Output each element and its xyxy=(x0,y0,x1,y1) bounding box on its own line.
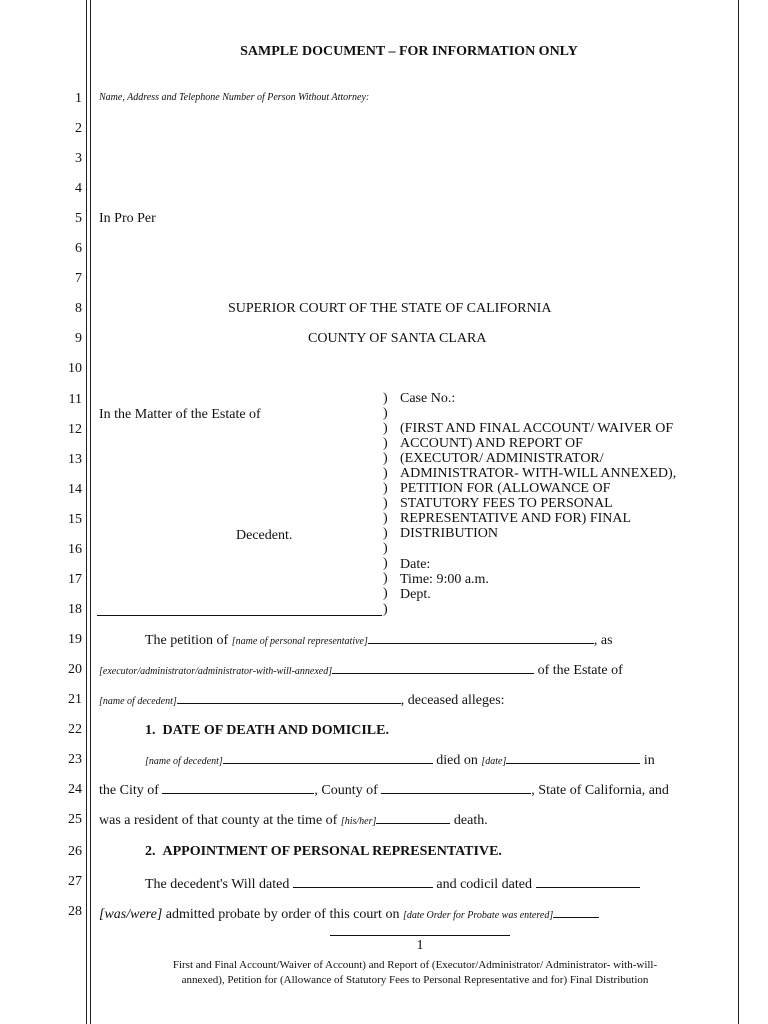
placeholder: [name of decedent] xyxy=(99,696,177,707)
line-number: 15 xyxy=(68,512,82,527)
fill-in-blank xyxy=(536,875,640,888)
body-line-20 xyxy=(99,661,623,679)
body-line-25 xyxy=(99,811,488,829)
hearing-dept-label: Dept. xyxy=(400,587,431,602)
case-title-line: ADMINISTRATOR- WITH-WILL ANNEXED), xyxy=(400,466,677,481)
line-number: 12 xyxy=(68,422,82,437)
fill-in-blank xyxy=(376,811,450,824)
body-text: , County of xyxy=(314,783,382,798)
line-number: 8 xyxy=(75,301,82,316)
placeholder: [date] xyxy=(481,756,507,767)
footer-caption xyxy=(92,958,738,988)
caption-paren: ) xyxy=(383,391,388,406)
line-number: 16 xyxy=(68,542,82,557)
caption-paren: ) xyxy=(383,511,388,526)
line-number: 22 xyxy=(68,722,82,737)
hearing-time-label: Time: 9:00 a.m. xyxy=(400,572,489,587)
case-title-line: STATUTORY FEES TO PERSONAL xyxy=(400,496,613,511)
case-title-line: DISTRIBUTION xyxy=(400,526,498,541)
placeholder: [name of decedent] xyxy=(145,756,223,767)
caption-paren: ) xyxy=(383,571,388,586)
footer-rule xyxy=(330,935,510,936)
fill-in-blank xyxy=(293,875,433,888)
body-line-28 xyxy=(99,905,599,923)
caption-paren: ) xyxy=(383,526,388,541)
case-title-line: (EXECUTOR/ ADMINISTRATOR/ xyxy=(400,451,604,466)
line-number: 18 xyxy=(68,602,82,617)
section-number: 1. xyxy=(145,723,156,738)
body-line-24 xyxy=(99,781,669,799)
line-number: 6 xyxy=(75,241,82,256)
line-number: 20 xyxy=(68,662,82,677)
body-text: , deceased alleges: xyxy=(400,693,505,708)
case-title-line: ACCOUNT) AND REPORT OF xyxy=(400,436,583,451)
line-number: 3 xyxy=(75,151,82,166)
court-name: SUPERIOR COURT OF THE STATE OF CALIFORNIA xyxy=(228,301,552,316)
county-name: COUNTY OF SANTA CLARA xyxy=(308,331,487,346)
document-header: SAMPLE DOCUMENT – FOR INFORMATION ONLY xyxy=(240,44,578,59)
body-text: was a resident of that county at the time of xyxy=(99,813,341,828)
body-text: and codicil dated xyxy=(432,877,536,892)
fill-in-blank xyxy=(368,631,594,644)
left-margin-rule-outer xyxy=(86,0,87,1024)
caption-paren: ) xyxy=(383,602,388,617)
line-number: 10 xyxy=(68,361,82,376)
hearing-date-label: Date: xyxy=(400,557,431,572)
line-number: 24 xyxy=(68,782,82,797)
body-text: of the Estate of xyxy=(534,663,623,678)
section-number: 2. xyxy=(145,844,156,859)
body-text: , State of California, and xyxy=(531,783,669,798)
line-number: 11 xyxy=(68,392,82,407)
caption-paren: ) xyxy=(383,481,388,496)
body-line-27 xyxy=(145,875,640,893)
body-line-21 xyxy=(99,691,505,709)
caption-paren: ) xyxy=(383,406,388,421)
line-number: 7 xyxy=(75,271,82,286)
section-title: DATE OF DEATH AND DOMICILE. xyxy=(162,723,389,738)
decedent-label: Decedent. xyxy=(236,528,293,543)
attorney-info-label: Name, Address and Telephone Number of Person Without Attorney: xyxy=(99,92,370,103)
footer-caption-line: annexed), Petition for (Allowance of Statutory Fees to Personal Representative and for) Final Distribution xyxy=(181,974,649,986)
case-title xyxy=(400,421,676,541)
placeholder: [was/were] xyxy=(99,907,163,922)
left-margin-rule-inner xyxy=(90,0,91,1024)
case-number-label: Case No.: xyxy=(400,391,456,406)
line-number: 26 xyxy=(68,844,82,859)
fill-in-blank xyxy=(381,781,531,794)
in-pro-per: In Pro Per xyxy=(99,211,156,226)
body-line-23 xyxy=(145,751,655,769)
body-text: The petition of xyxy=(145,633,232,648)
body-line-19 xyxy=(145,631,613,649)
line-number: 21 xyxy=(68,692,82,707)
body-text: in xyxy=(640,753,655,768)
caption-paren: ) xyxy=(383,421,388,436)
line-number: 19 xyxy=(68,632,82,647)
estate-matter-label: In the Matter of the Estate of xyxy=(99,407,261,422)
line-number: 9 xyxy=(75,331,82,346)
case-title-line: PETITION FOR (ALLOWANCE OF xyxy=(400,481,611,496)
line-number: 25 xyxy=(68,812,82,827)
line-number: 23 xyxy=(68,752,82,767)
line-number: 5 xyxy=(75,211,82,226)
placeholder: [date Order for Probate was entered] xyxy=(402,910,554,921)
line-number: 28 xyxy=(68,904,82,919)
case-title-line: (FIRST AND FINAL ACCOUNT/ WAIVER OF xyxy=(400,421,674,436)
line-number: 14 xyxy=(68,482,82,497)
placeholder: [his/her] xyxy=(340,816,377,827)
caption-paren: ) xyxy=(383,586,388,601)
line-number: 1 xyxy=(75,91,82,106)
body-text: the City of xyxy=(99,783,163,798)
line-number: 2 xyxy=(75,121,82,136)
page-number: 1 xyxy=(416,938,424,953)
caption-paren: ) xyxy=(383,451,388,466)
caption-paren: ) xyxy=(383,436,388,451)
section-1-heading xyxy=(145,723,389,739)
fill-in-blank xyxy=(506,751,640,764)
caption-paren: ) xyxy=(383,556,388,571)
line-number: 27 xyxy=(68,874,82,889)
section-title: APPOINTMENT OF PERSONAL REPRESENTATIVE. xyxy=(162,844,502,859)
caption-paren: ) xyxy=(383,466,388,481)
fill-in-blank xyxy=(223,751,433,764)
caption-bottom-line xyxy=(97,615,382,616)
placeholder: [executor/administrator/administrator-with-will-annexed] xyxy=(99,666,333,677)
placeholder: [name of personal representative] xyxy=(231,636,368,647)
line-number: 13 xyxy=(68,452,82,467)
body-text: admitted probate by order of this court on xyxy=(162,907,403,922)
fill-in-blank xyxy=(177,691,401,704)
line-number: 4 xyxy=(75,181,82,196)
body-text: death. xyxy=(450,813,488,828)
case-title-line: REPRESENTATIVE AND FOR) FINAL xyxy=(400,511,632,526)
caption-paren: ) xyxy=(383,496,388,511)
line-number: 17 xyxy=(68,572,82,587)
body-text: , as xyxy=(593,633,613,648)
caption-paren: ) xyxy=(383,541,388,556)
right-margin-rule xyxy=(738,0,739,1024)
footer-caption-line: First and Final Account/Waiver of Account) and Report of (Executor/Administrator/ Administrator- with-will- xyxy=(172,959,658,971)
section-2-heading xyxy=(145,844,502,860)
body-text: The decedent's Will dated xyxy=(145,877,293,892)
fill-in-blank xyxy=(162,781,314,794)
fill-in-blank xyxy=(332,661,534,674)
body-text: died on xyxy=(432,753,482,768)
fill-in-blank xyxy=(553,905,599,918)
